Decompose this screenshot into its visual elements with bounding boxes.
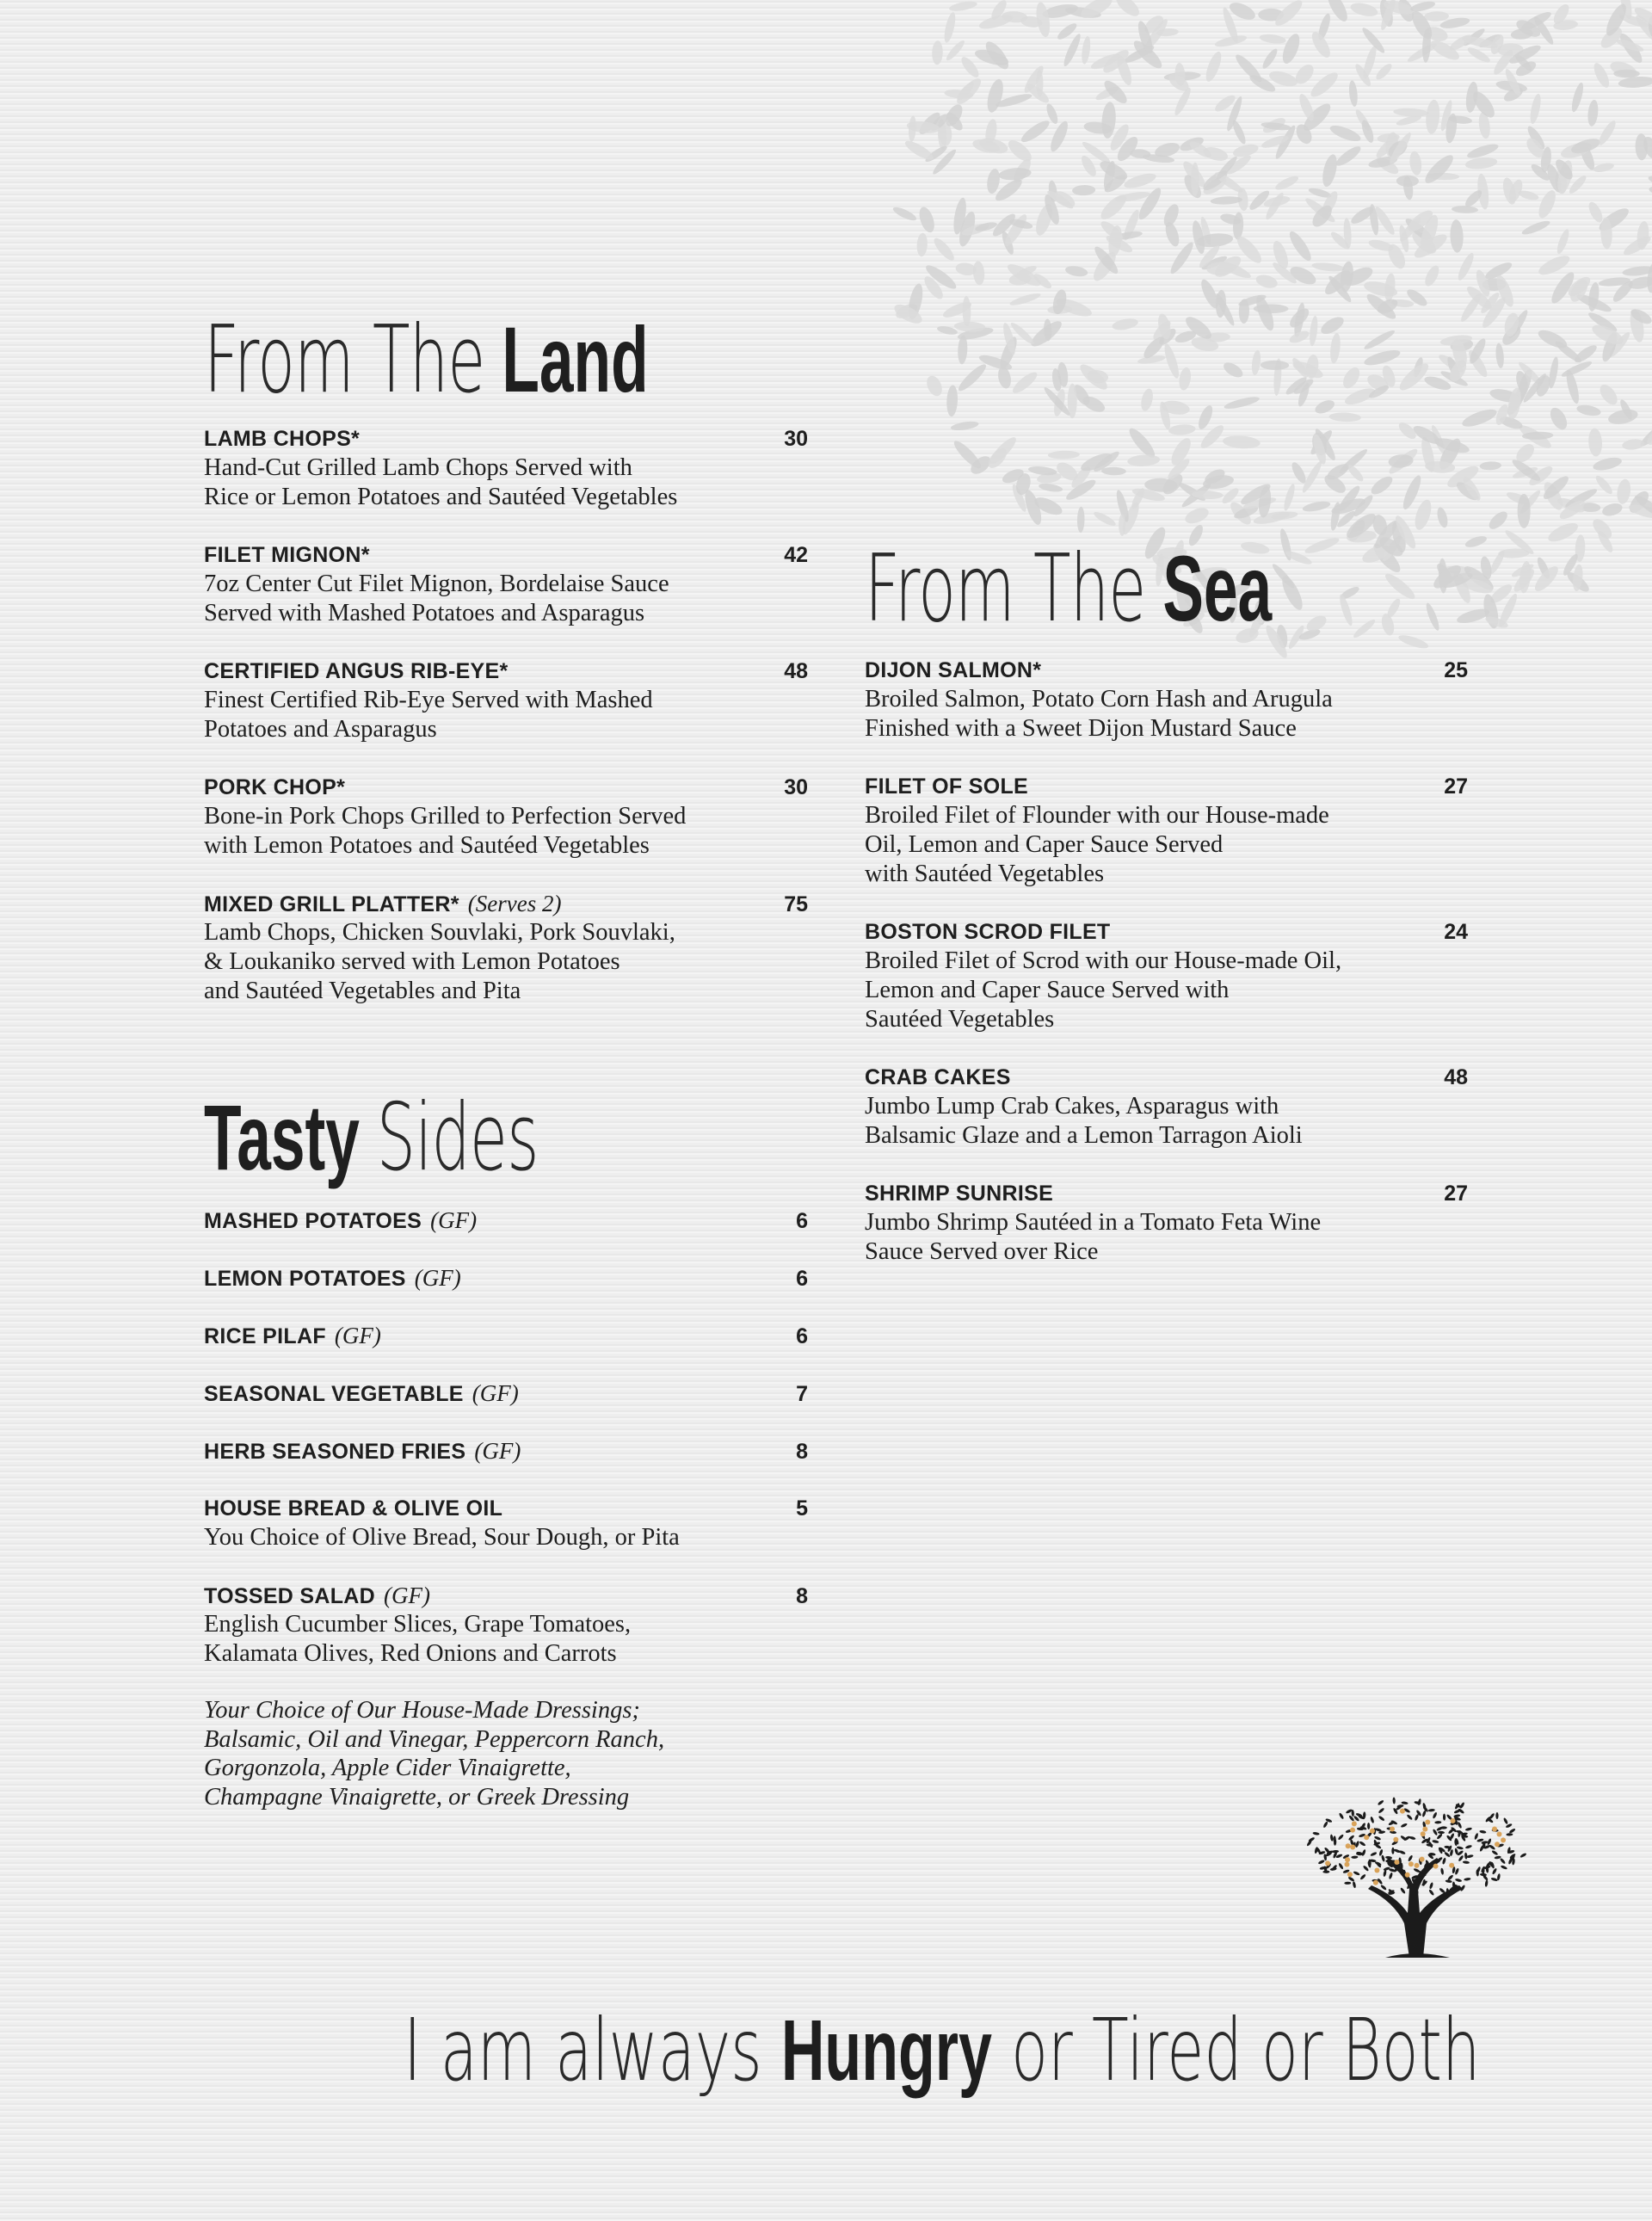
menu-item-price: 75 [784, 892, 808, 916]
menu-item-price: 8 [796, 1584, 808, 1608]
olive-tree-logo [1299, 1794, 1532, 1962]
menu-item-name: LEMON POTATOES [204, 1267, 406, 1291]
menu-item [865, 772, 1468, 889]
menu-item-name: SHRIMP SUNRISE [865, 1181, 1054, 1206]
menu-item [865, 1179, 1468, 1267]
menu-item-title [204, 1379, 519, 1412]
menu-item [204, 1581, 808, 1669]
menu-item-price: 24 [1444, 920, 1468, 944]
menu-item-header [204, 1206, 808, 1235]
heading-bold: Tasty [204, 1085, 360, 1189]
menu-item [204, 1263, 808, 1292]
menu-item-description [204, 453, 808, 512]
tagline [404, 2000, 1481, 2101]
menu-item-header [865, 1179, 1468, 1208]
menu-item-name: LAMB CHOPS* [204, 427, 361, 451]
description-line: English Cucumber Slices, Grape Tomatoes, [204, 1611, 632, 1638]
menu-item-header [204, 1321, 808, 1350]
description-line: Served with Mashed Potatoes and Asparagus [204, 600, 645, 626]
menu-item-description [204, 570, 808, 628]
menu-item-price: 30 [784, 427, 808, 451]
menu-item-name: MIXED GRILL PLATTER* [204, 892, 459, 916]
tagline-part: or Tired or Both [1011, 2000, 1481, 2101]
menu-item-price: 6 [796, 1324, 808, 1348]
dressings-line: Champagne Vinaigrette, or Greek Dressing [204, 1783, 630, 1811]
menu-item-description [865, 685, 1468, 743]
menu-item [204, 1379, 808, 1408]
menu-item-description [865, 801, 1468, 889]
menu-item [204, 1494, 808, 1552]
menu-item [865, 1063, 1468, 1151]
description-line: 7oz Center Cut Filet Mignon, Bordelaise Sauce [204, 571, 669, 597]
menu-item-note: (GF) [472, 1380, 519, 1406]
menu-item-note: (GF) [384, 1582, 430, 1608]
menu-item-price: 42 [784, 543, 808, 567]
land-heading [204, 306, 649, 414]
menu-item-title [865, 1179, 1053, 1212]
menu-item-title [204, 1263, 461, 1297]
menu-item [204, 1436, 808, 1465]
description-line: Potatoes and Asparagus [204, 716, 437, 743]
description-line: Broiled Salmon, Potato Corn Hash and Arugula [865, 686, 1333, 713]
menu-item-title [204, 424, 360, 457]
description-line: You Choice of Olive Bread, Sour Dough, or Pita [204, 1524, 680, 1551]
dressings-line: Gorgonzola, Apple Cider Vinaigrette, [204, 1755, 571, 1781]
menu-item-title [204, 773, 345, 805]
description-line: Sauce Served over Rice [865, 1238, 1099, 1265]
menu-item-title [865, 772, 1028, 805]
menu-item-description [204, 802, 808, 861]
land-menu-list [204, 424, 808, 1034]
description-line: Lamb Chops, Chicken Souvlaki, Pork Souvlaki, [204, 919, 675, 946]
menu-item-price: 5 [796, 1496, 808, 1521]
menu-item-name: FILET MIGNON* [204, 543, 370, 567]
menu-item-name: HOUSE BREAD & OLIVE OIL [204, 1496, 503, 1521]
heading-light: From The [865, 535, 1146, 643]
menu-item-header [204, 540, 808, 570]
menu-item-price: 25 [1444, 658, 1468, 682]
menu-item-price: 27 [1444, 774, 1468, 799]
menu-item-description [204, 918, 808, 1006]
menu-item-title [204, 1321, 381, 1354]
menu-item-description [865, 1092, 1468, 1151]
menu-item-note: (Serves 2) [467, 891, 562, 916]
description-line: Finished with a Sweet Dijon Mustard Sauce [865, 715, 1297, 742]
menu-item-name: CRAB CAKES [865, 1065, 1011, 1089]
menu-item-price: 27 [1444, 1181, 1468, 1206]
menu-item-description [865, 1208, 1468, 1267]
menu-item-note: (GF) [474, 1438, 521, 1464]
menu-item-description [204, 686, 808, 744]
menu-item [204, 889, 808, 1006]
menu-item-header [204, 1436, 808, 1465]
menu-item-note: (GF) [334, 1323, 381, 1348]
menu-item-header [865, 1063, 1468, 1092]
description-line: Broiled Filet of Scrod with our House-made Oil, [865, 947, 1342, 974]
menu-item-header [204, 1263, 808, 1292]
menu-item-name: TOSSED SALAD [204, 1584, 375, 1608]
heading-bold: Land [502, 307, 649, 411]
description-line: Jumbo Lump Crab Cakes, Asparagus with [865, 1093, 1279, 1120]
menu-item-header [204, 773, 808, 802]
menu-item [204, 773, 808, 861]
menu-item-description [204, 1610, 808, 1669]
dressings-note [204, 1696, 808, 1811]
description-line: and Sautéed Vegetables and Pita [204, 978, 521, 1004]
sea-heading [865, 535, 1273, 643]
menu-item-title [865, 917, 1111, 950]
description-line: with Lemon Potatoes and Sautéed Vegetables [204, 832, 650, 859]
description-line: Hand-Cut Grilled Lamb Chops Served with [204, 454, 632, 481]
menu-item-price: 8 [796, 1440, 808, 1464]
description-line: Oil, Lemon and Caper Sauce Served [865, 831, 1224, 858]
menu-item-name: BOSTON SCROD FILET [865, 920, 1111, 944]
menu-item-header [865, 772, 1468, 801]
menu-item-name: DIJON SALMON* [865, 658, 1042, 682]
menu-item-price: 6 [796, 1267, 808, 1291]
menu-item-name: MASHED POTATOES [204, 1209, 422, 1233]
menu-item-note: (GF) [414, 1265, 461, 1291]
menu-item-price: 6 [796, 1209, 808, 1233]
menu-item-header [865, 917, 1468, 947]
heading-bold: Sea [1162, 536, 1273, 640]
menu-item-title [865, 656, 1041, 688]
menu-item-title [204, 1436, 521, 1470]
description-line: Rice or Lemon Potatoes and Sautéed Vegetables [204, 484, 678, 510]
sides-menu-list [204, 1206, 808, 1697]
menu-item [204, 1321, 808, 1350]
menu-item [204, 540, 808, 628]
tagline-bold: Hungry [780, 2002, 992, 2099]
menu-item-header [204, 1379, 808, 1408]
menu-item-name: FILET OF SOLE [865, 774, 1029, 799]
menu-item-name: RICE PILAF [204, 1324, 326, 1348]
description-line: with Sautéed Vegetables [865, 861, 1105, 887]
description-line: Lemon and Caper Sauce Served with [865, 977, 1230, 1003]
menu-item-header [865, 656, 1468, 685]
menu-item-description [865, 947, 1468, 1034]
menu-item-price: 48 [784, 659, 808, 683]
menu-item-header [204, 1494, 808, 1523]
dressings-line: Your Choice of Our House-Made Dressings; [204, 1697, 640, 1724]
menu-item-header [204, 1581, 808, 1610]
menu-item-title [204, 1206, 477, 1239]
dressings-line: Balsamic, Oil and Vinegar, Peppercorn Ranch, [204, 1725, 665, 1753]
description-line: Sautéed Vegetables [865, 1006, 1055, 1033]
tagline-part: I am always [404, 2000, 762, 2101]
menu-item-name: PORK CHOP* [204, 775, 346, 799]
description-line: Balsamic Glaze and a Lemon Tarragon Aioli [865, 1122, 1303, 1149]
menu-item-title [204, 540, 370, 573]
menu-item-name: SEASONAL VEGETABLE [204, 1382, 464, 1406]
description-line: Kalamata Olives, Red Onions and Carrots [204, 1640, 617, 1667]
menu-item [865, 917, 1468, 1034]
menu-item [204, 424, 808, 512]
menu-item [865, 656, 1468, 743]
menu-item-name: HERB SEASONED FRIES [204, 1440, 466, 1464]
description-line: Bone-in Pork Chops Grilled to Perfection Served [204, 803, 687, 830]
sides-heading [204, 1084, 539, 1192]
menu-item-name: CERTIFIED ANGUS RIB-EYE* [204, 659, 509, 683]
menu-item-header [204, 657, 808, 686]
heading-light: From The [204, 306, 485, 414]
menu-item-price: 7 [796, 1382, 808, 1406]
heading-light: Sides [376, 1084, 539, 1192]
menu-item-title [204, 657, 509, 689]
menu-item-price: 30 [784, 775, 808, 799]
menu-item [204, 657, 808, 744]
description-line: Finest Certified Rib-Eye Served with Mashed [204, 687, 653, 713]
description-line: Jumbo Shrimp Sautéed in a Tomato Feta Wine [865, 1209, 1322, 1236]
menu-item-title [865, 1063, 1011, 1095]
menu-item-note: (GF) [430, 1207, 478, 1233]
menu-item-description [204, 1523, 808, 1552]
menu-item-header [204, 424, 808, 453]
description-line: Broiled Filet of Flounder with our House-made [865, 802, 1329, 829]
menu-item-header [204, 889, 808, 918]
menu-item-price: 48 [1444, 1065, 1468, 1089]
menu-item-title [204, 1494, 502, 1527]
sea-menu-list [865, 656, 1468, 1295]
menu-item [204, 1206, 808, 1235]
description-line: & Loukaniko served with Lemon Potatoes [204, 948, 620, 975]
